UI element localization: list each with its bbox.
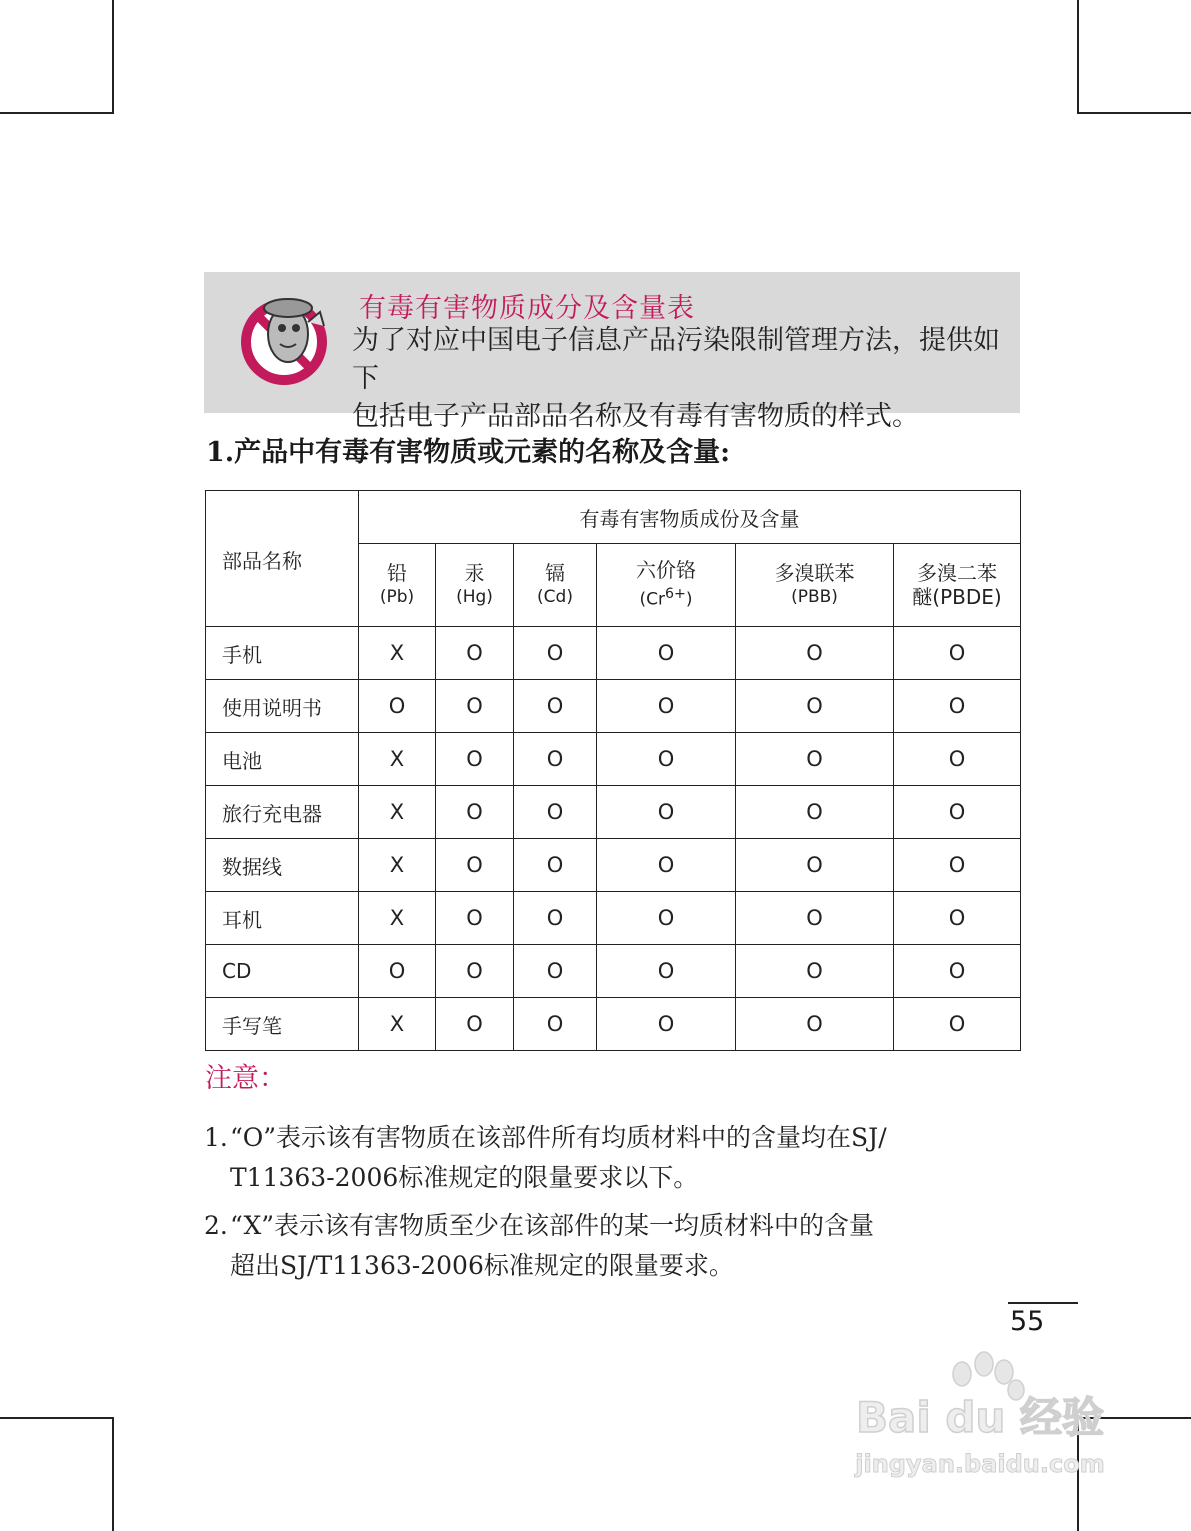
- substance-name: 汞: [464, 561, 485, 585]
- substance-header-hg: [436, 544, 514, 627]
- note-text: “X”表示该有害物质至少在该部件的某一均质材料中的含量: [230, 1211, 875, 1240]
- substance-name: 铅: [387, 561, 407, 585]
- substance-value-cell: O: [514, 680, 597, 733]
- note-line-cont: 超出SJ/T11363-2006标准规定的限量要求。: [230, 1251, 734, 1280]
- crop-mark-bottom-left-h: [0, 1417, 114, 1419]
- substance-value-cell: O: [597, 680, 736, 733]
- substance-value-cell: O: [514, 998, 597, 1051]
- substance-formula: (Cd): [537, 587, 573, 607]
- substance-value-cell: O: [894, 998, 1021, 1051]
- substance-value-cell: O: [894, 680, 1021, 733]
- part-name-cell: 电池: [206, 733, 359, 786]
- substance-name: 镉: [545, 561, 565, 585]
- substance-header-pbb: [736, 544, 894, 627]
- part-name-cell: 手写笔: [206, 998, 359, 1051]
- substance-value-cell: O: [894, 839, 1021, 892]
- note-text: “O”表示该有害物质在该部件所有均质材料中的含量均在SJ/: [230, 1123, 887, 1152]
- substance-value-cell: O: [514, 627, 597, 680]
- table-row: [206, 892, 1021, 945]
- crop-mark-bottom-left-v: [112, 1417, 114, 1531]
- crop-mark-top-left-h: [0, 112, 114, 114]
- banner-body: [352, 322, 1012, 436]
- substance-value-cell: X: [359, 839, 436, 892]
- substance-value-cell: O: [736, 998, 894, 1051]
- table-body: [206, 627, 1021, 1051]
- substance-value-cell: O: [894, 627, 1021, 680]
- part-name-header: 部品名称: [206, 491, 359, 627]
- substance-table: [205, 490, 1021, 1051]
- substance-header-pbde: [894, 544, 1021, 627]
- substance-name: 多溴二苯: [917, 561, 998, 585]
- table-row: [206, 998, 1021, 1051]
- info-banner: [204, 272, 1020, 432]
- substance-value-cell: O: [436, 892, 514, 945]
- substance-value-cell: O: [514, 892, 597, 945]
- substance-value-cell: O: [894, 945, 1021, 998]
- substance-header-pb: [359, 544, 436, 627]
- substance-value-cell: O: [436, 839, 514, 892]
- table-row: [206, 680, 1021, 733]
- substance-value-cell: O: [514, 733, 597, 786]
- substance-value-cell: O: [514, 839, 597, 892]
- note-item: [204, 1118, 964, 1198]
- substance-value-cell: O: [597, 733, 736, 786]
- crop-mark-top-left-v: [112, 0, 114, 114]
- substance-value-cell: O: [436, 680, 514, 733]
- note-number: 2.: [204, 1211, 228, 1240]
- substance-value-cell: O: [894, 786, 1021, 839]
- substance-value-cell: O: [736, 839, 894, 892]
- substance-value-cell: O: [436, 627, 514, 680]
- table-row: [206, 627, 1021, 680]
- formula-end: ): [685, 589, 693, 610]
- substance-value-cell: O: [894, 733, 1021, 786]
- substance-value-cell: O: [736, 892, 894, 945]
- formula-base: (Cr: [639, 589, 665, 610]
- substance-value-cell: O: [436, 786, 514, 839]
- table-row: [206, 733, 1021, 786]
- note-line: [204, 1118, 964, 1158]
- substance-value-cell: O: [514, 786, 597, 839]
- table-row: [206, 839, 1021, 892]
- note-number: 1.: [204, 1123, 228, 1152]
- note-line: [204, 1206, 964, 1246]
- part-name-cell: CD: [206, 945, 359, 998]
- substance-value-cell: X: [359, 998, 436, 1051]
- banner-body-line: 包括电子产品部品名称及有毒有害物质的样式。: [352, 401, 919, 432]
- substance-group-header: 有毒有害物质成份及含量: [359, 491, 1021, 544]
- substance-value-cell: O: [597, 839, 736, 892]
- substance-value-cell: O: [436, 733, 514, 786]
- note-line-cont: T11363-2006标准规定的限量要求以下。: [230, 1163, 699, 1192]
- crop-mark-top-right-v: [1077, 0, 1079, 114]
- table-row: [206, 786, 1021, 839]
- table-row: [206, 945, 1021, 998]
- part-name-cell: 旅行充电器: [206, 786, 359, 839]
- banner-title: 有毒有害物质成分及含量表: [359, 293, 695, 324]
- substance-header-cd: [514, 544, 597, 627]
- substance-header-cr6: [597, 544, 736, 627]
- substance-name: 多溴联苯: [774, 561, 855, 585]
- substance-value-cell: O: [736, 680, 894, 733]
- watermark-url: jingyan.baidu.com: [855, 1450, 1105, 1478]
- part-name-cell: 耳机: [206, 892, 359, 945]
- watermark-brand: Bai du 经验: [856, 1393, 1104, 1442]
- page-number-rule: [1008, 1302, 1078, 1304]
- substance-value-cell: O: [359, 945, 436, 998]
- substance-value-cell: X: [359, 733, 436, 786]
- part-name-cell: 手机: [206, 627, 359, 680]
- substance-value-cell: X: [359, 627, 436, 680]
- substance-value-cell: X: [359, 892, 436, 945]
- part-name-cell: 数据线: [206, 839, 359, 892]
- substance-value-cell: O: [597, 998, 736, 1051]
- crop-mark-top-right-h: [1077, 112, 1191, 114]
- substance-value-cell: O: [736, 786, 894, 839]
- substance-value-cell: O: [736, 945, 894, 998]
- substance-value-cell: O: [597, 786, 736, 839]
- no-toxic-mascot-icon: [236, 282, 336, 392]
- substance-value-cell: O: [736, 627, 894, 680]
- baidu-paw-icon: [840, 1350, 1120, 1490]
- substance-value-cell: O: [514, 945, 597, 998]
- notes-title: 注意：: [205, 1063, 286, 1094]
- substance-value-cell: O: [597, 945, 736, 998]
- note-item: [204, 1206, 964, 1286]
- banner-body-line: 为了对应中国电子信息产品污染限制管理方法，提供如下: [352, 325, 1000, 394]
- substance-formula: (Hg): [456, 587, 493, 607]
- substance-formula: [597, 582, 735, 612]
- page-number: 55: [1010, 1306, 1045, 1337]
- substance-name-line2: 醚(PBDE): [912, 585, 1002, 609]
- part-name-cell: 使用说明书: [206, 680, 359, 733]
- substance-formula: (Pb): [379, 587, 415, 607]
- substance-value-cell: O: [894, 892, 1021, 945]
- substance-value-cell: X: [359, 786, 436, 839]
- formula-sup: 6+: [664, 586, 686, 603]
- substance-value-cell: O: [436, 945, 514, 998]
- substance-name: 六价铬: [636, 558, 696, 583]
- substance-value-cell: O: [436, 998, 514, 1051]
- substance-formula: (PBB): [791, 587, 838, 607]
- substance-value-cell: O: [597, 892, 736, 945]
- section-heading: 1.产品中有毒有害物质或元素的名称及含量:: [206, 437, 731, 468]
- substance-value-cell: O: [736, 733, 894, 786]
- substance-value-cell: O: [359, 680, 436, 733]
- substance-value-cell: O: [597, 627, 736, 680]
